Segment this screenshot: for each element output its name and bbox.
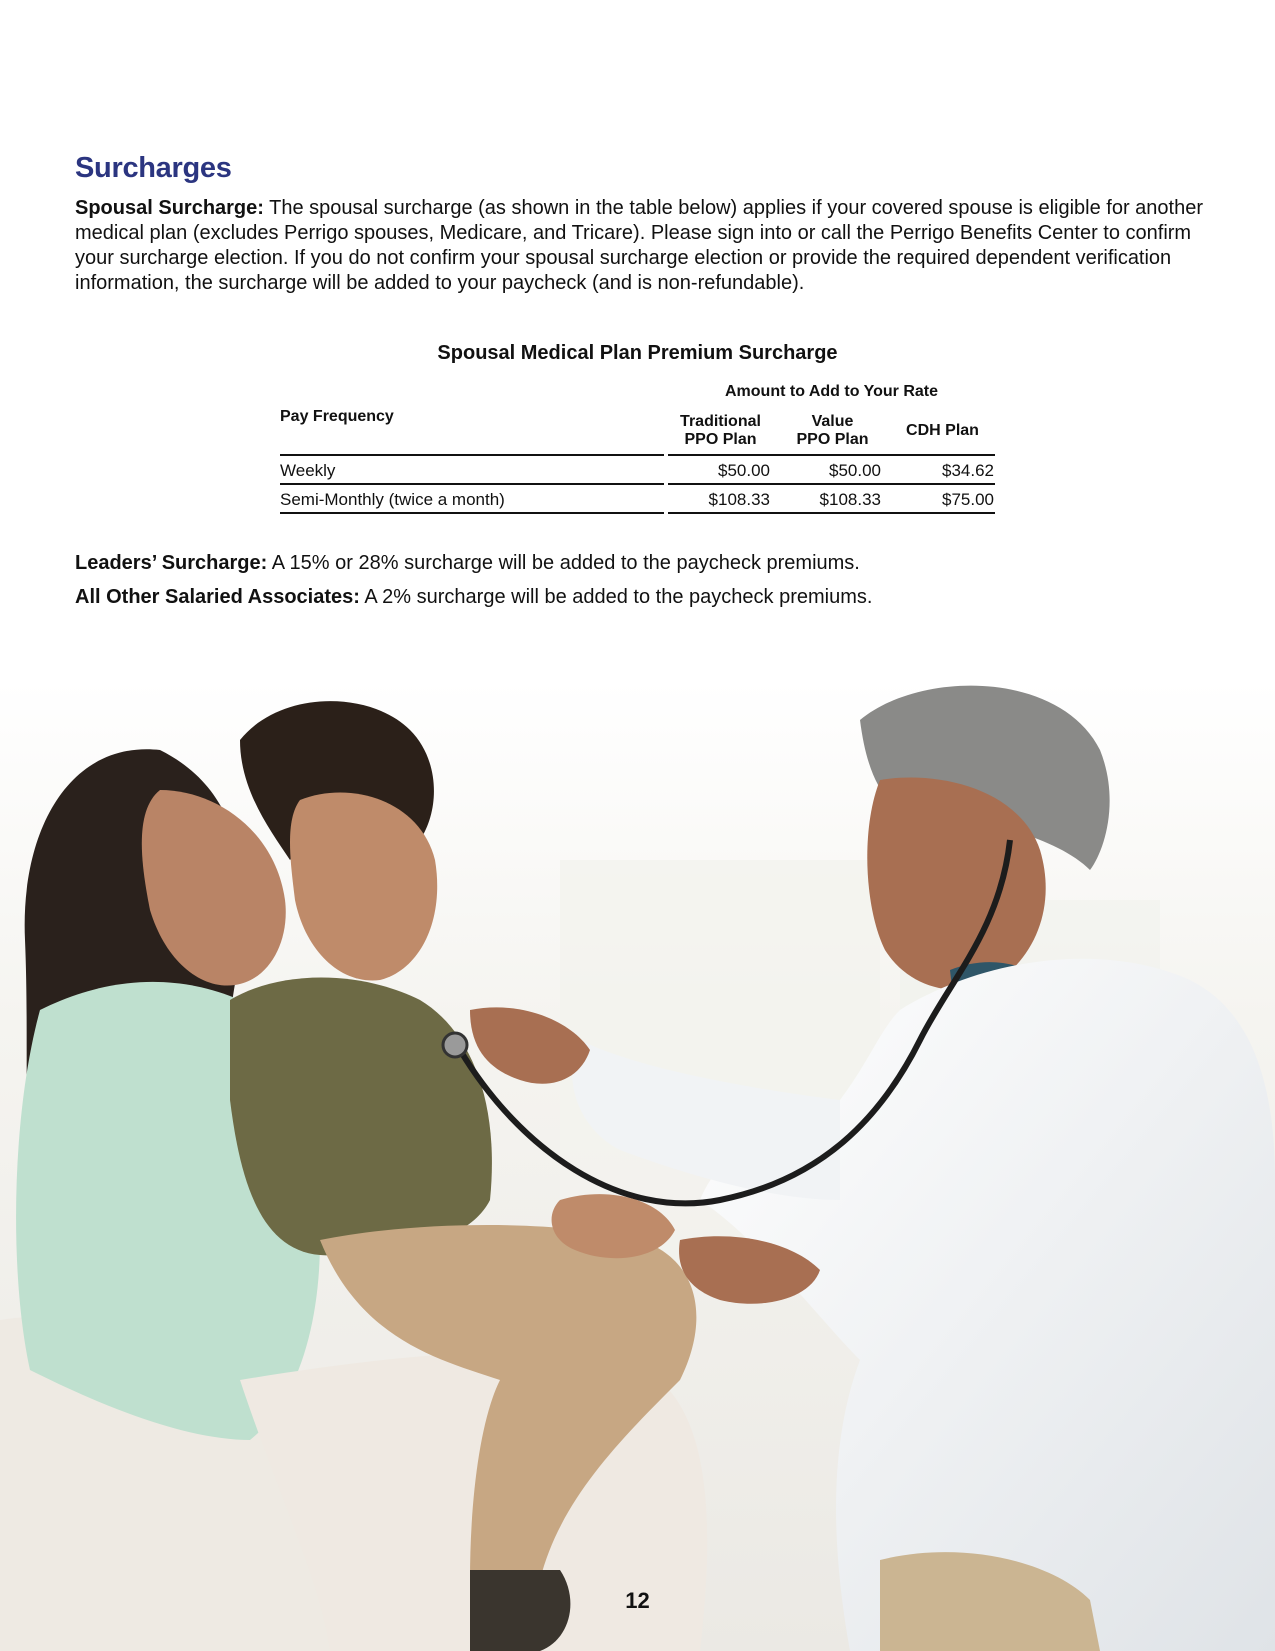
header-traditional-line1: Traditional	[680, 413, 761, 430]
header-traditional-line2: PPO Plan	[684, 431, 757, 448]
row-rule-values	[668, 483, 995, 485]
header-value-ppo	[780, 413, 885, 449]
salaried-surcharge-text: A 2% surcharge will be added to the paycheck premiums.	[359, 586, 873, 608]
header-value-line1: Value	[811, 413, 854, 430]
stethoscope-chestpiece	[443, 1033, 467, 1057]
bottom-rule-label	[280, 512, 664, 514]
doctor-examining-child-photo	[0, 680, 1275, 1651]
leaders-surcharge-note	[75, 551, 860, 575]
table-super-header: Amount to Add to Your Rate	[724, 383, 938, 400]
row-semimonthly-traditional: $108.33	[708, 490, 770, 509]
leaders-surcharge-label: Leaders’ Surcharge:	[75, 552, 268, 574]
row-rule-label	[280, 483, 664, 485]
row-semimonthly-value: $108.33	[819, 490, 881, 509]
header-value-line2: PPO Plan	[796, 431, 869, 448]
row-weekly-frequency: Weekly	[280, 461, 336, 480]
bottom-rule-values	[668, 512, 995, 514]
row-semimonthly-frequency: Semi-Monthly (twice a month)	[280, 490, 505, 509]
row-weekly-traditional: $50.00	[718, 461, 770, 480]
row-semimonthly-cdh: $75.00	[942, 490, 994, 509]
header-rule-label	[280, 454, 664, 456]
header-rule-values	[668, 454, 995, 456]
spousal-surcharge-paragraph	[75, 196, 1205, 296]
spousal-surcharge-text: The spousal surcharge (as shown in the table below) applies if your covered spouse is eligible for another medical plan (excludes Perrigo spouses, Medicare, and Tricare). Please sign into or call the Perrigo Benefits Center to confirm your surcharge election. If you do not confirm your spousal surcharge election or provide the required dependent verification information, the surcharge will be added to your paycheck (and is non-refundable).	[75, 197, 1203, 294]
header-pay-frequency: Pay Frequency	[280, 408, 394, 425]
row-weekly-cdh: $34.62	[942, 461, 994, 480]
page-number: 12	[625, 1588, 650, 1613]
table-title: Spousal Medical Plan Premium Surcharge	[437, 342, 838, 364]
row-weekly-value: $50.00	[829, 461, 881, 480]
salaried-surcharge-label: All Other Salaried Associates:	[75, 586, 360, 608]
header-cdh-plan: CDH Plan	[906, 422, 979, 439]
header-traditional-ppo	[668, 413, 773, 449]
salaried-surcharge-note	[75, 585, 872, 609]
spousal-surcharge-label: Spousal Surcharge:	[75, 197, 264, 219]
section-heading: Surcharges	[75, 152, 232, 184]
leaders-surcharge-text: A 15% or 28% surcharge will be added to the paycheck premiums.	[267, 552, 860, 574]
